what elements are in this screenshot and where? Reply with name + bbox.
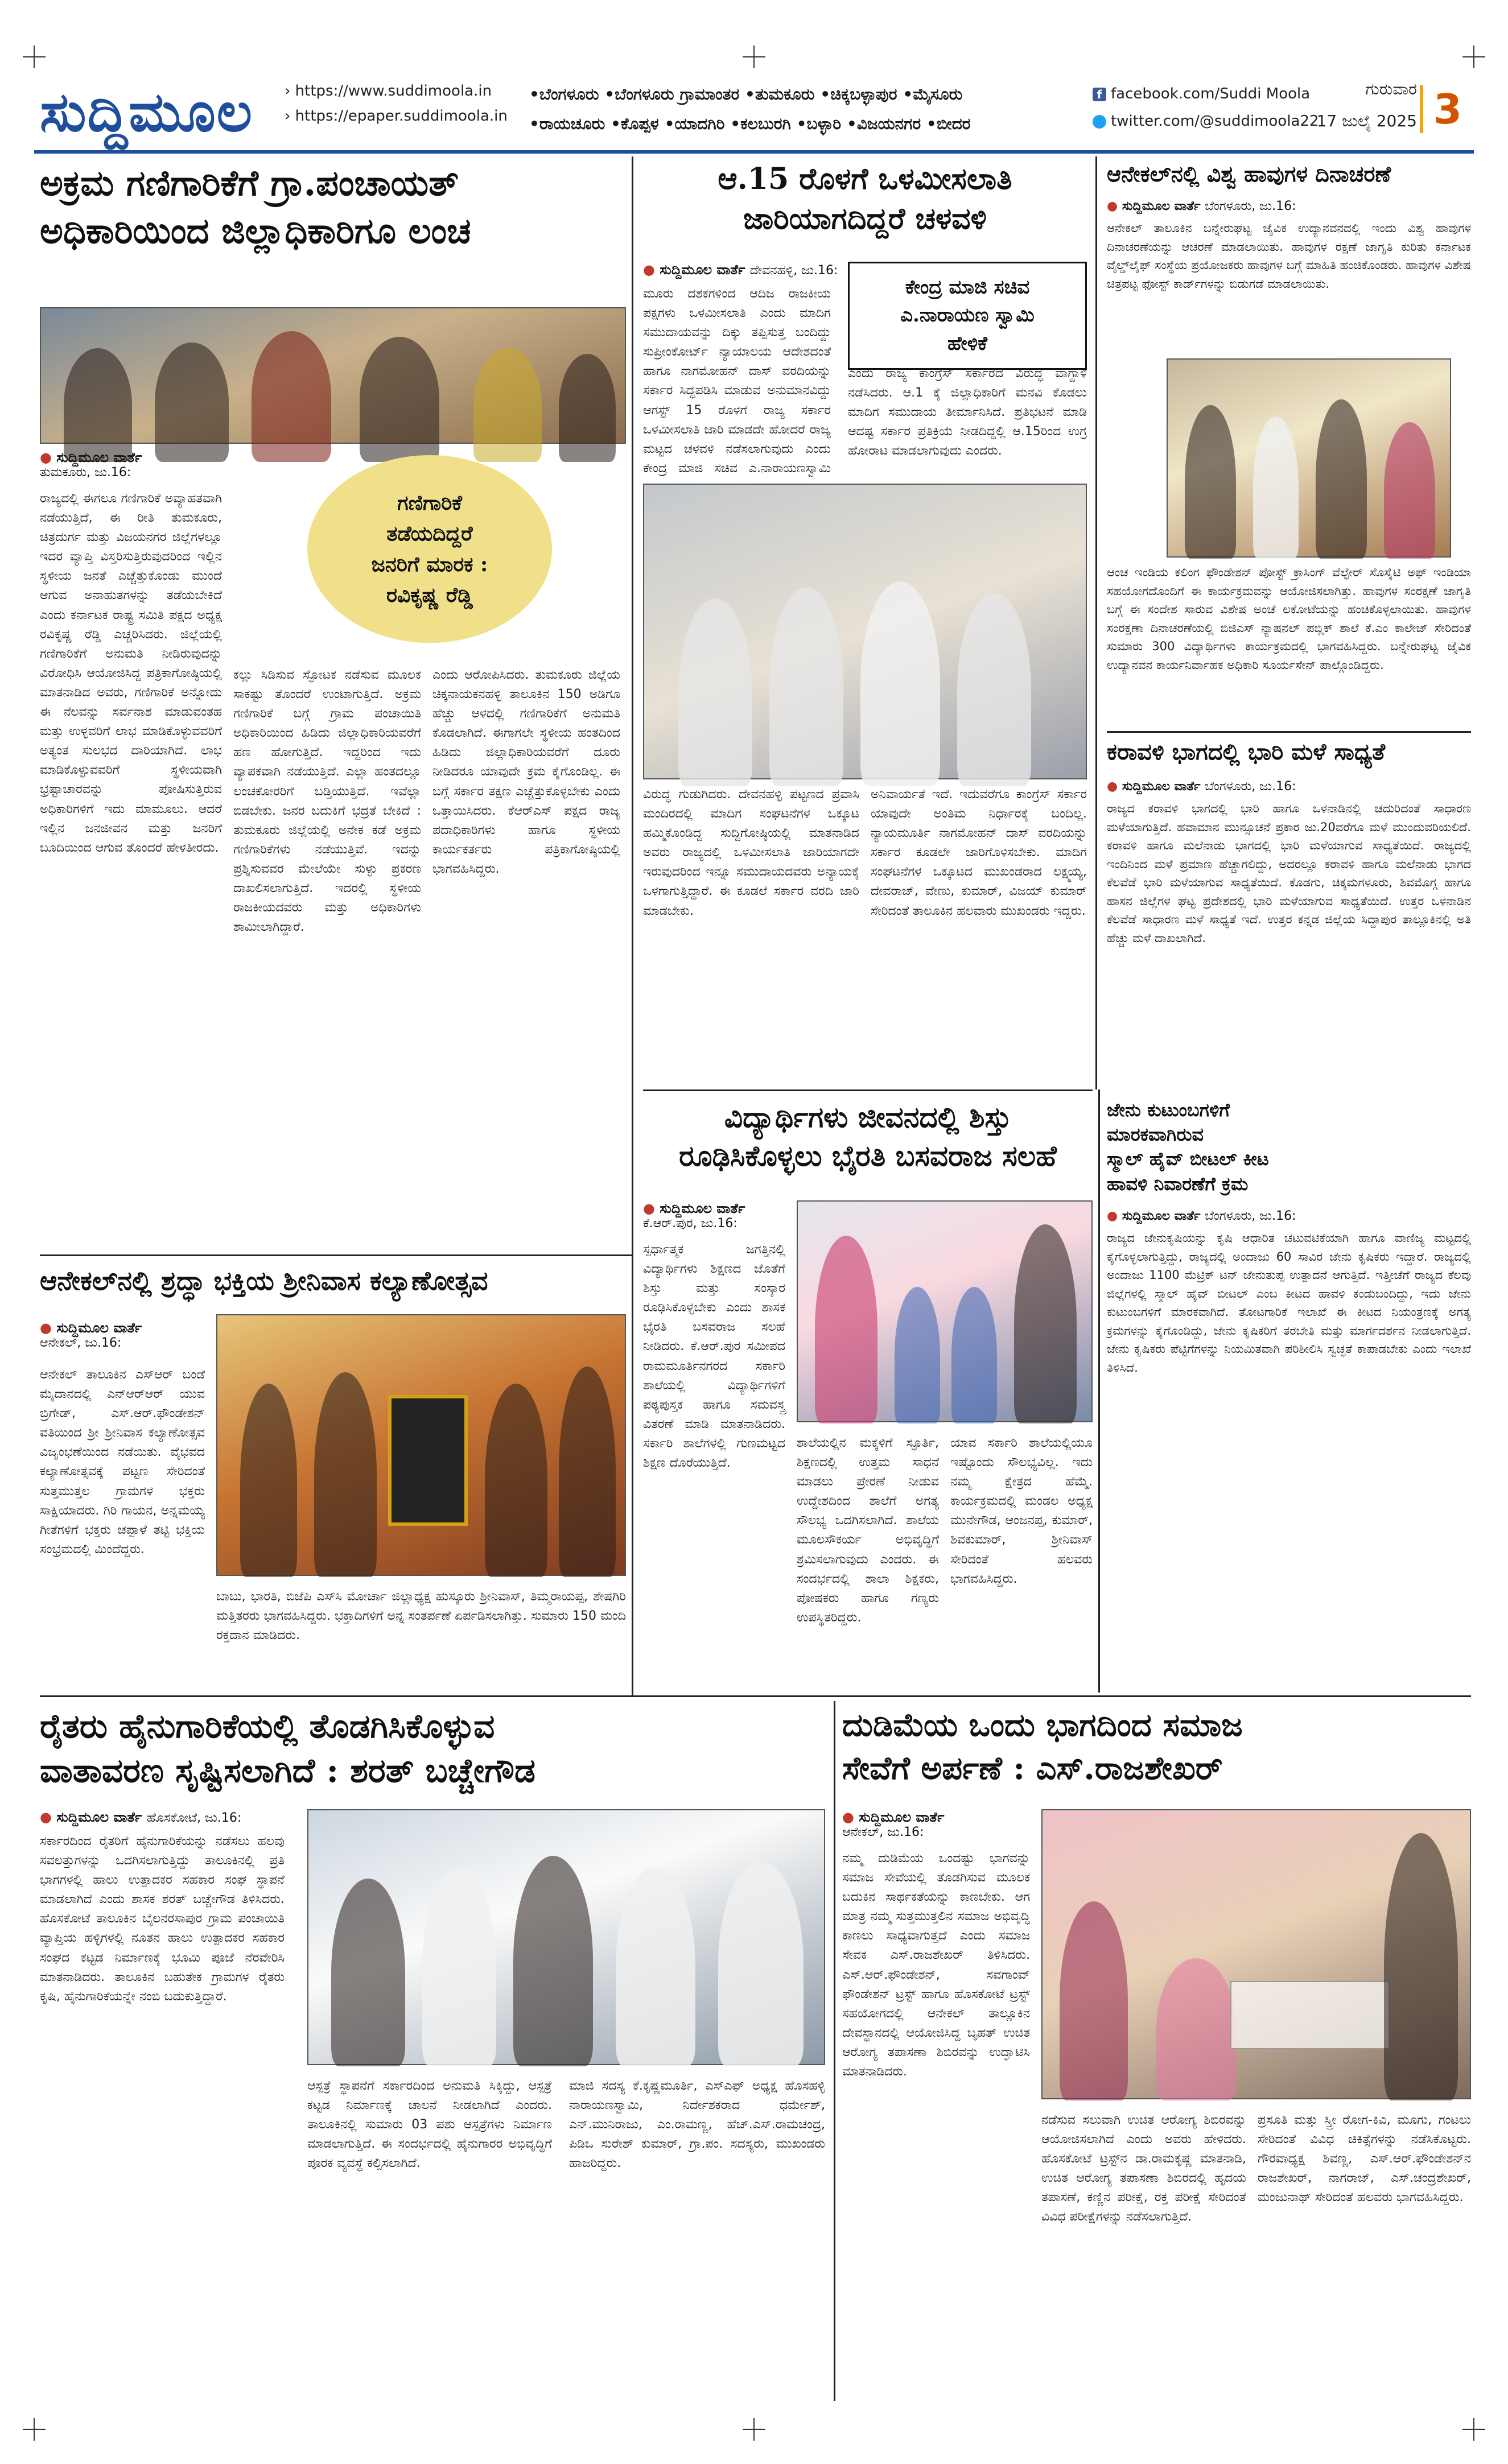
article1-headline: ಅಕ್ರಮ ಗಣಿಗಾರಿಕೆಗೆ ಗ್ರಾ.ಪಂಚಾಯತ್ ಅಧಿಕಾರಿಯಿಂದ ಜಿಲ್ಲಾಧಿಕಾರಿಗೂ ಲಂಚ <box>40 162 471 251</box>
article1-quote-callout: ಗಣಿಗಾರಿಕೆ ತಡೆಯದಿದ್ದರೆ ಜನರಿಗೆ ಮಾರಕ : ರವಿಕೃಷ್ಣ ರೆಡ್ಡಿ <box>307 455 552 643</box>
twitter-link[interactable]: twitter.com/@suddimoola22 <box>1093 113 1332 130</box>
website-url[interactable]: › https://www.suddimoola.in <box>285 82 492 100</box>
article9-photo <box>1041 1809 1471 2099</box>
article1-text-col2: ಕಲ್ಲು ಸಿಡಿಸುವ ಸ್ಫೋಟಕ ನಡೆಸುವ ಮೂಲಕ ಸಾಕಷ್ಟು ತೊಂದರೆ ಉಂಟಾಗುತ್ತಿದೆ. ಅಕ್ರಮ ಗಣಿಗಾರಿಕೆ ಬಗ್ಗೆ ಗ್ರಾಮ ಪಂಚಾಯಿತಿ ಅಧಿಕಾರಿಯಿಂದ ಹಿಡಿದು ಜಿಲ್ಲಾಧಿಕಾರಿಯವರೆಗೆ ಹಣ ಹೋಗುತ್ತಿದೆ. ಇದ್ದರಿಂದ ಇದು ವ್ಯಾಪಕವಾಗಿ ನಡೆಯುತ್ತಿದೆ. ಎಲ್ಲಾ ಹಂತದಲ್ಲೂ ಲಂಚಕೋರರಿಗೆ ಬಡ್ತಿಯುತ್ತಿದೆ. ಇವೆಲ್ಲಾ ಬಿಡಬೇಕು. ಜನರ ಬದುಕಿಗೆ ಭದ್ರತೆ ಬೇಕಿದೆ : ತುಮಕೂರು ಜಿಲ್ಲೆಯಲ್ಲಿ ಅನೇಕ ಕಡೆ ಅಕ್ರಮ ಗಣಿಗಾರಿಕೆಗಳು ನಡೆಯುತ್ತಿವೆ. ಇದನ್ನು ಪ್ರಶ್ನಿಸುವವರ ಮೇಲೆಯೇ ಸುಳ್ಳು ಪ್ರಕರಣ ದಾಖಲಿಸಲಾಗುತ್ತಿದೆ. ಇದರಲ್ಲಿ ಸ್ಥಳೀಯ ರಾಜಕೀಯದವರು ಮತ್ತು ಅಧಿಕಾರಿಗಳು ಶಾಮೀಲಾಗಿದ್ದಾರೆ. <box>233 668 421 935</box>
article9-text-col2: ನಡೆಸುವ ಸಲುವಾಗಿ ಉಚಿತ ಆರೋಗ್ಯ ಶಿಬಿರವನ್ನು ಆಯೋಜಿಸಲಾಗಿದೆ ಎಂದು ಅವರು ಹೇಳಿದರು. ಹೊಸಕೋಟೆ ಟ್ರಸ್ಟ್‌ನ ಡಾ.ರಾಮಕೃಷ್ಣ ಮಾತನಾಡಿ, ಉಚಿತ ಆರೋಗ್ಯ ತಪಾಸಣಾ ಶಿಬಿರದಲ್ಲಿ ಹೃದಯ ತಪಾಸಣೆ, ಕಣ್ಣಿನ ಪರೀಕ್ಷೆ, ರಕ್ತ ಪರೀಕ್ಷೆ ಸೇರಿದಂತೆ ವಿವಿಧ ಪರೀಕ್ಷೆಗಳನ್ನು ನಡೆಸಲಾಗುತ್ತಿದೆ. <box>1041 2113 1246 2224</box>
crop-mark <box>23 46 46 68</box>
column-divider <box>632 1092 633 1695</box>
article1-byline: ● ಸುದ್ದಿಮೂಲ ವಾರ್ತೆ ತುಮಕೂರು, ಜು.16: <box>40 449 142 480</box>
crop-mark <box>1462 2418 1485 2441</box>
column-divider <box>834 1701 835 2401</box>
article3-text-col1: ಆನೇಕಲ್ ತಾಲೂಕಿನ ಬನ್ನೇರುಘಟ್ಟ ಜೈವಿಕ ಉದ್ಯಾನವನದಲ್ಲಿ ಇಂದು ವಿಶ್ವ ಹಾವುಗಳ ದಿನಾಚರಣೆಯನ್ನು ಆಚರಣೆ ಮಾಡಲಾಯಿತು. ಹಾವುಗಳ ರಕ್ಷಣೆ ಜಾಗೃತಿ ಕುರಿತು ಕರ್ನಾಟಕ ವೈಲ್ಡ್‌ಲೈಫ್ ಸಂಸ್ಥೆಯ ಪ್ರಯೋಜಕರು ಹಾವುಗಳ ಬಗ್ಗೆ ಮಾಹಿತಿ ಹಂಚಿಕೊಂಡರು. ಹಾವುಗಳ ವಿಶೇಷ ಚಿತ್ರಪಟ್ಟ ಫೋಸ್ಟ್ ಕಾರ್ಡ್‌ಗಳನ್ನು ಬಿಡುಗಡೆ ಮಾಡಲಾಯಿತು. <box>1107 221 1471 291</box>
article1-photo <box>40 307 626 444</box>
column-divider <box>1095 156 1097 1089</box>
article8-photo <box>307 1809 825 2065</box>
article5-byline: ● ಸುದ್ದಿಮೂಲ ವಾರ್ತೆ ಆನೇಕಲ್, ಜು.16: <box>40 1320 142 1350</box>
article3-photo <box>1167 358 1451 558</box>
newspaper-logo: ಸುದ್ದಿಮೂಲ <box>40 80 254 144</box>
article9-text-col3: ಪ್ರಸೂತಿ ಮತ್ತು ಸ್ತ್ರೀ ರೋಗ-ಕಿವಿ, ಮೂಗು, ಗಂಟಲು ಸೇರಿದಂತೆ ವಿವಿಧ ಚಿಕಿತ್ಸೆಗಳನ್ನು ನಡೆಸಿಕೊಟ್ಟರು. ಗೌರವಾಧ್ಯಕ್ಷ ಶಿವಣ್ಣ, ಎಸ್.ಆರ್.ಫೌಂಡೇಶನ್‌ನ ರಾಜಶೇಖರ್, ನಾಗರಾಜ್, ಎಸ್.ಚಂದ್ರಶೇಖರ್, ಮಂಜುನಾಥ್ ಸೇರಿದಂತೆ ಹಲವರು ಭಾಗವಹಿಸಿದ್ದರು. <box>1258 2113 1471 2205</box>
article8-text-col2: ಆಸ್ಪತ್ರೆ ಸ್ಥಾಪನೆಗೆ ಸರ್ಕಾರದಿಂದ ಅನುಮತಿ ಸಿಕ್ಕಿದ್ದು, ಆಸ್ಪತ್ರೆ ಕಟ್ಟಡ ನಿರ್ಮಾಣಕ್ಕೆ ಚಾಲನೆ ನೀಡಲಾಗಿದೆ ಎಂದರು. ತಾಲೂಕಿನಲ್ಲಿ ಸುಮಾರು 03 ಪಶು ಆಸ್ಪತ್ರೆಗಳು ನಿರ್ಮಾಣ ಮಾಡಲಾಗುತ್ತಿದೆ. ಈ ಸಂದರ್ಭದಲ್ಲಿ ಹೈನುಗಾರರ ಅಭಿವೃದ್ಧಿಗೆ ಪೂರಕ ವ್ಯವಸ್ಥೆ ಕಲ್ಪಿಸಲಾಗಿದೆ. <box>307 2079 552 2171</box>
issue-date: 17 ಜುಲೈ 2025 <box>1316 112 1417 130</box>
article2-text-col1: ಮೂರು ದಶಕಗಳಿಂದ ಆದಿಜ ರಾಜಕೀಯ ಪಕ್ಷಗಳು ಒಳಮೀಸಲಾತಿ ಎಂದು ಮಾದಿಗ ಸಮುದಾಯವನ್ನು ದಿಕ್ಕು ತಪ್ಪಿಸುತ್ತ ಬಂದಿದ್ದು ಸುಪ್ರೀಂಕೋರ್ಟ್ ನ್ಯಾಯಾಲಯ ಆದೇಶದಂತೆ ಹಾಗೂ ನಾಗಮೋಹನ್ ದಾಸ್ ವರದಿಯನ್ನು ಸರ್ಕಾರ ಸಿದ್ಧಪಡಿಸಿ ಮಾಡುವ ಅನುಮಾನವಿದ್ದು ಆಗಸ್ಟ್ 15 ರೊಳಗೆ ರಾಜ್ಯ ಸರ್ಕಾರ ಒಳಮೀಸಲಾತಿ ಜಾರಿ ಮಾಡದೇ ಹೋದರೆ ರಾಜ್ಯ ಮಟ್ಟದ ಚಳವಳಿ ನಡೆಸಲಾಗುವುದು ಎಂದು ಕೇಂದ್ರ ಮಾಜಿ ಸಚಿವ ಎ.ನಾರಾಯಣಸ್ವಾಮಿ <box>643 287 831 476</box>
article8-text-col3: ಮಾಜಿ ಸದಸ್ಯ ಕೆ.ಕೃಷ್ಣಮೂರ್ತಿ, ಎಸ್‌ಎಫ್ ಅಧ್ಯಕ್ಷ ಹೊಸಹಳ್ಳಿ ನಾರಾಯಣಸ್ವಾಮಿ, ನಿರ್ದೇಶಕರಾದ ಧರ್ಮೇಶ್, ಎನ್.ಮುನಿರಾಜು, ಎಂ.ರಾಮಣ್ಣ, ಹೆಚ್.ಎಸ್.ರಾಮಚಂದ್ರ, ಪಿಡಿಒ ಸುರೇಶ್ ಕುಮಾರ್, ಗ್ರಾ.ಪಂ. ಸದಸ್ಯರು, ಮುಖಂಡರು ಹಾಜರಿದ್ದರು. <box>569 2079 825 2171</box>
article3-text-col2: ಆಂಚ ಇಂಡಿಯ ಕಲಿಂಗ ಫೌಂಡೇಶನ್ ಪೋಸ್ಟ್ ಕ್ರಾಸಿಂಗ್ ವೆಲ್ಫೇರ್ ಸೊಸೈಟಿ ಅಫ್ ಇಂಡಿಯಾ ಸಹಯೋಗದೊಂದಿಗೆ ಈ ಕಾರ್ಯಕ್ರಮವನ್ನು ಆಯೋಜಿಸಲಾಗಿತ್ತು. ಹಾವುಗಳ ಸಂರಕ್ಷಣೆ ಜಾಗೃತಿ ಬಗ್ಗೆ ಈ ಸಂದೇಶ ಸಾರುವ ವಿಶೇಷ ಅಂಚೆ ಲಕೋಟೆಯನ್ನು ಹಂಚಿಕೊಳ್ಳಲಾಯಿತು. ಹಾವುಗಳ ಸಂರಕ್ಷಣಾ ದಿನಾಚರಣೆಯಲ್ಲಿ ಬಿಜಿಎಸ್ ನ್ಯಾಷನಲ್ ಪಬ್ಲಿಕ್ ಶಾಲೆ ಕೆ.ಎಂ ಕಾಲೇಜ್ ಸೇರಿದಂತೆ ಸುಮಾರು 300 ವಿದ್ಯಾರ್ಥಿಗಳು ಕಾರ್ಯಕ್ರಮದಲ್ಲಿ ಭಾಗವಹಿಸಿದ್ದರು. ಬನ್ನೇರುಘಟ್ಟ ಜೈವಿಕ ಉದ್ಯಾನವನ ಕಾರ್ಯನಿರ್ವಾಹಕ ಅಧಿಕಾರಿ ಸೂರ್ಯಸೇನ್ ಪಾಲ್ಗೊಂಡಿದ್ದರು. <box>1107 566 1471 672</box>
article5-photo <box>216 1314 626 1576</box>
article5-text-continued: ಬಾಬು, ಭಾರತಿ, ಬಿಜೆಪಿ ಎಸ್‌ಸಿ ಮೋರ್ಚಾ ಜಿಲ್ಲಾಧ್ಯಕ್ಷ ಹುಸ್ಕೂರು ಶ್ರೀನಿವಾಸ್, ತಿಮ್ಮರಾಯಪ್ಪ, ಶೇಷಗಿರಿ ಮತ್ತಿತರರು ಭಾಗವಹಿಸಿದ್ದರು. ಭಕ್ತಾದಿಗಳಿಗೆ ಅನ್ನ ಸಂತರ್ಪಣೆ ಏರ್ಪಡಿಸಲಾಗಿತ್ತು. ಸುಮಾರು 150 ಮಂದಿ ರಕ್ತದಾನ ಮಾಡಿದರು. <box>216 1590 626 1643</box>
article6-byline: ● ಸುದ್ದಿಮೂಲ ವಾರ್ತೆ ಕೆ.ಆರ್.ಪುರ, ಜು.16: <box>643 1200 745 1231</box>
city-list-line1: •ಬೆಂಗಳೂರು •ಬೆಂಗಳೂರು ಗ್ರಾಮಾಂತರ •ತುಮಕೂರು •ಚಿಕ್ಕಬಳ್ಳಾಪುರ •ಮೈಸೂರು <box>529 85 963 104</box>
section-divider <box>40 1254 632 1256</box>
column-divider <box>1098 1089 1100 1693</box>
article5-headline: ಆನೇಕಲ್‌ನಲ್ಲಿ ಶ್ರದ್ಧಾ ಭಕ್ತಿಯ ಶ್ರೀನಿವಾಸ ಕಲ್ಯಾಣೋತ್ಸವ <box>40 1265 488 1296</box>
crop-mark <box>1462 46 1485 68</box>
article2-text-col4: ಅನಿವಾರ್ಯತೆ ಇದೆ. ಇದುವರೆಗೂ ಕಾಂಗ್ರೆಸ್ ಸರ್ಕಾರ ಯಾವುದೇ ಅಂತಿಮ ನಿರ್ಧಾರಕ್ಕೆ ಬಂದಿಲ್ಲ. ನ್ಯಾಯಮೂರ್ತಿ ನಾಗಮೋಹನ್ ದಾಸ್ ವರದಿಯನ್ನು ಸರ್ಕಾರ ಕೂಡಲೇ ಜಾರಿಗೊಳಿಸಬೇಕು. ಮಾದಿಗ ಸಂಘಟನೆಗಳ ಒಕ್ಕೂಟದ ಮುಖಂಡರಾದ ಲಕ್ಷ್ಮಯ್ಯ, ದೇವರಾಜ್, ವೇಣು, ಕುಮಾರ್, ವಿಜಯ್ ಕುಮಾರ್ ಸೇರಿದಂತೆ ತಾಲೂಕಿನ ಹಲವಾರು ಮುಖಂಡರು ಇದ್ದರು. <box>871 787 1087 918</box>
page-number: 3 <box>1420 85 1462 133</box>
article2-quote-box: ಕೇಂದ್ರ ಮಾಜಿ ಸಚಿವ ಎ.ನಾರಾಯಣ ಸ್ವಾಮಿ ಹೇಳಿಕೆ <box>848 262 1087 370</box>
article9-headline: ದುಡಿಮೆಯ ಒಂದು ಭಾಗದಿಂದ ಸಮಾಜ ಸೇವೆಗೆ ಅರ್ಪಣೆ : ಎಸ್.ರಾಜಶೇಖರ್ <box>842 1706 1243 1787</box>
weekday: ಗುರುವಾರ <box>1365 80 1417 98</box>
article3-byline: ● ಸುದ್ದಿಮೂಲ ವಾರ್ತೆ ಬೆಂಗಳೂರು, ಜು.16: <box>1107 199 1296 213</box>
crop-mark <box>743 46 765 68</box>
article2-headline: ಆ.15 ರೊಳಗೆ ಒಳಮೀಸಲಾತಿ ಜಾರಿಯಾಗದಿದ್ದರೆ ಚಳವಳಿ <box>718 162 1012 237</box>
article6-text-col3: ಯಾವ ಸರ್ಕಾರಿ ಶಾಲೆಯಲ್ಲಿಯೂ ಇಷ್ಟೊಂದು ಸೌಲಭ್ಯವಿಲ್ಲ. ಇದು ನಮ್ಮ ಕ್ಷೇತ್ರದ ಹೆಮ್ಮೆ. ಕಾರ್ಯಕ್ರಮದಲ್ಲಿ ಮಂಡಲ ಅಧ್ಯಕ್ಷ ಮುನೇಗೌಡ, ಆಂಜನಪ್ಪ, ಕುಮಾರ್, ಶಿವಕುಮಾರ್, ಶ್ರೀನಿವಾಸ್ ಸೇರಿದಂತೆ ಹಲವರು ಭಾಗವಹಿಸಿದ್ದರು. <box>950 1436 1093 1586</box>
twitter-icon <box>1093 115 1106 129</box>
date-block <box>1309 80 1417 131</box>
crop-mark <box>743 2418 765 2441</box>
article8-text-col1: ಸರ್ಕಾರದಿಂದ ರೈತರಿಗೆ ಹೈನುಗಾರಿಕೆಯನ್ನು ನಡೆಸಲು ಹಲವು ಸವಲತ್ತುಗಳನ್ನು ಒದಗಿಸಲಾಗುತ್ತಿದ್ದು ತಾಲೂಕಿನಲ್ಲಿ ಪ್ರತಿ ಭಾಗಗಳಲ್ಲಿ ಹಾಲು ಉತ್ಪಾದಕರ ಸಹಕಾರ ಸಂಘ ಸ್ಥಾಪನೆ ಮಾಡಲಾಗಿದೆ ಎಂದು ಶಾಸಕ ಶರತ್ ಬಚ್ಚೇಗೌಡ ತಿಳಿಸಿದರು. ಹೊಸಕೋಟೆ ತಾಲೂಕಿನ ಬೈಲನರಸಾಪುರ ಗ್ರಾಮ ಪಂಚಾಯಿತಿ ವ್ಯಾಪ್ತಿಯ ಹಳ್ಳಿಗಳಲ್ಲಿ ನೂತನ ಹಾಲು ಉತ್ಪಾದಕರ ಸಹಕಾರ ಸಂಘದ ಕಟ್ಟಡ ನಿರ್ಮಾಣಕ್ಕೆ ಭೂಮಿ ಪೂಜೆ ನೆರವೇರಿಸಿ ಮಾತನಾಡಿದರು. ತಾಲೂಕಿನ ಬಹುತೇಕ ಗ್ರಾಮಗಳ ರೈತರು ಕೃಷಿ, ಹೈನುಗಾರಿಕೆಯನ್ನೇ ನಂಬಿ ಬದುಕುತ್ತಿದ್ದಾರೆ. <box>40 1834 285 2004</box>
section-divider <box>1107 731 1471 733</box>
article4-text: ರಾಜ್ಯದ ಕರಾವಳಿ ಭಾಗದಲ್ಲಿ ಭಾರಿ ಹಾಗೂ ಒಳನಾಡಿನಲ್ಲಿ ಚದುರಿದಂತೆ ಸಾಧಾರಣ ಮಳೆಯಾಗುತ್ತಿದೆ. ಹವಾಮಾನ ಮುನ್ಸೂಚನೆ ಪ್ರಕಾರ ಜು.20ವರೆಗೂ ಮಳೆ ಮುಂದುವರಿಯಲಿದೆ. ಕರಾವಳಿ ಹಾಗೂ ಮಲೆನಾಡು ಭಾಗದಲ್ಲಿ ಭಾರಿ ಮಳೆಯಾಗುವ ಸಾಧ್ಯತೆಯಿದೆ. ರಾಜ್ಯದಲ್ಲಿ ಇಂದಿನಿಂದ ಮಳೆ ಪ್ರಮಾಣ ಹೆಚ್ಚಾಗಲಿದ್ದು, ಅದರಲ್ಲೂ ಕರಾವಳಿ ಹಾಗೂ ಮಲೆನಾಡು ಭಾಗದ ಕೆಲವೆಡೆ ಭಾರಿ ಮಳೆಯಾಗುವ ಸಾಧ್ಯತೆಯಿದೆ. ಕೊಡಗು, ಚಿಕ್ಕಮಗಳೂರು, ಶಿವಮೊಗ್ಗ ಹಾಗೂ ಹಾಸನ ಜಿಲ್ಲೆಗಳ ಘಟ್ಟ ಪ್ರದೇಶದಲ್ಲಿ ಭಾರಿ ಮಳೆಯಾಗುವ ಸಾಧ್ಯತೆಯಿದೆ. ಉತ್ತರ ಒಳನಾಡಿನ ಕೆಲವೆಡೆ ಸಾಧಾರಣ ಮಳೆ ಸಾಧ್ಯತೆ ಇದೆ. ಉತ್ತರ ಕನ್ನಡ ಜಿಲ್ಲೆಯ ಸಿದ್ದಾಪುರ ತಾಲ್ಲೂಕಿನಲ್ಲಿ ಅತಿ ಹೆಚ್ಚು ಮಳೆ ದಾಖಲಾಗಿದೆ. <box>1107 802 1471 945</box>
city-list-line2: •ರಾಯಚೂರು •ಕೊಪ್ಪಳ •ಯಾದಗಿರಿ •ಕಲಬುರಗಿ •ಬಳ್ಳಾರಿ •ವಿಜಯನಗರ •ಬೀದರ <box>529 114 971 133</box>
article9-text-col1: ನಮ್ಮ ದುಡಿಮೆಯ ಒಂದಷ್ಟು ಭಾಗವನ್ನು ಸಮಾಜ ಸೇವೆಯಲ್ಲಿ ತೊಡಗಿಸುವ ಮೂಲಕ ಬದುಕಿನ ಸಾರ್ಥಕತೆಯನ್ನು ಕಾಣಬೇಕು. ಆಗ ಮಾತ್ರ ನಮ್ಮ ಸುತ್ತಮುತ್ತಲಿನ ಸಮಾಜ ಅಭಿವೃದ್ಧಿ ಕಾಣಲು ಸಾಧ್ಯವಾಗುತ್ತದೆ ಎಂದು ಸಮಾಜ ಸೇವಕ ಎಸ್.ರಾಜಶೇಖರ್ ತಿಳಿಸಿದರು. ಎಸ್.ಆರ್.ಫೌಂಡೇಶನ್, ಸವಗಾಂವ್ ಫೌಂಡೇಶನ್ ಟ್ರಸ್ಟ್ ಹಾಗೂ ಹೊಸಕೋಟೆ ಟ್ರಸ್ಟ್ ಸಹಯೋಗದಲ್ಲಿ ಆನೇಕಲ್ ತಾಲ್ಲೂಕಿನ ದೇವಸ್ಥಾನದಲ್ಲಿ ಆಯೋಜಿಸಿದ್ದ ಬೃಹತ್ ಉಚಿತ ಆರೋಗ್ಯ ತಪಾಸಣಾ ಶಿಬಿರವನ್ನು ಉದ್ಘಾಟಿಸಿ ಮಾತನಾಡಿದರು. <box>842 1851 1030 2079</box>
article7-byline: ● ಸುದ್ದಿಮೂಲ ವಾರ್ತೆ ಬೆಂಗಳೂರು, ಜು.16: <box>1107 1209 1296 1223</box>
column-divider <box>632 156 633 1254</box>
article1-text-col1: ರಾಜ್ಯದಲ್ಲಿ ಈಗಲೂ ಗಣಿಗಾರಿಕೆ ಅವ್ಯಾಹತವಾಗಿ ನಡೆಯುತ್ತಿದೆ, ಈ ರೀತಿ ತುಮಕೂರು, ಚಿತ್ರದುರ್ಗ ಮತ್ತು ವಿಜಯನಗರ ಜಿಲ್ಲೆಗಳಲ್ಲೂ ಇದರ ವ್ಯಾಪ್ತಿ ವಿಸ್ತರಿಸುತ್ತಿರುವುದರಿಂದ ಇಲ್ಲಿನ ಸ್ಥಳೀಯ ಜನತೆ ಎಚ್ಚೆತ್ತುಕೊಂಡು ಮುಂದೆ ಆಗುವ ಅನಾಹುತಗಳನ್ನು ತಡೆಯಬೇಕಿದೆ ಎಂದು ಕರ್ನಾಟಕ ರಾಷ್ಟ್ರ ಸಮಿತಿ ಪಕ್ಷದ ಅಧ್ಯಕ್ಷ ರವಿಕೃಷ್ಣ ರೆಡ್ಡಿ ಎಚ್ಚರಿಸಿದರು. ಜಿಲ್ಲೆಯಲ್ಲಿ ಗಣಿಗಾರಿಕೆಗೆ ಅನುಮತಿ ನೀಡಿರುವುದನ್ನು ವಿರೋಧಿಸಿ ಆಯೋಜಿಸಿದ್ದ ಪತ್ರಿಕಾಗೋಷ್ಠಿಯಲ್ಲಿ ಮಾತನಾಡಿದ ಅವರು, ಗಣಿಗಾರಿಕೆ ಅನ್ನೋದು ಈ ನೆಲವನ್ನು ಸರ್ವನಾಶ ಮಾಡುವಂತಹ ಮತ್ತು ಉಳ್ಳವರಿಗೆ ಲಾಭ ಮಾಡಿಕೊಳ್ಳುವವರಿಗೆ ಅತ್ಯಂತ ಸುಲಭದ ದಾರಿಯಾಗಿದೆ. ಲಾಭ ಮಾಡಿಕೊಳ್ಳುವವರಿಗೆ ಸ್ಥಳೀಯವಾಗಿ ಭ್ರಷ್ಟಾಚಾರವನ್ನು ಪೋಷಿಸುತ್ತಿರುವ ಅಧಿಕಾರಿಗಳಿಗೆ ಇದು ಮಾಮೂಲು. ಆದರೆ ಇಲ್ಲಿನ ಜನಜೀವನ ಮತ್ತು ಜನರಿಗೆ ಬೂದಿಯಿಂದ ಆಗುವ ತೊಂದರೆ ಹೇಳತೀರದು. <box>40 492 222 855</box>
facebook-icon: f <box>1093 88 1106 101</box>
article6-text-col1: ಸ್ಪರ್ಧಾತ್ಮಕ ಜಗತ್ತಿನಲ್ಲಿ ವಿದ್ಯಾರ್ಥಿಗಳು ಶಿಕ್ಷಣದ ಜೊತೆಗೆ ಶಿಸ್ತು ಮತ್ತು ಸಂಸ್ಕಾರ ರೂಢಿಸಿಕೊಳ್ಳಬೇಕು ಎಂದು ಶಾಸಕ ಭೈರತಿ ಬಸವರಾಜ ಸಲಹೆ ನೀಡಿದರು. ಕೆ.ಆರ್.ಪುರ ಸಮೀಪದ ರಾಮಮೂರ್ತಿನಗರದ ಸರ್ಕಾರಿ ಶಾಲೆಯಲ್ಲಿ ವಿದ್ಯಾರ್ಥಿಗಳಿಗೆ ಪಠ್ಯಪುಸ್ತಕ ಹಾಗೂ ಸಮವಸ್ತ್ರ ವಿತರಣೆ ಮಾಡಿ ಮಾತನಾಡಿದರು. ಸರ್ಕಾರಿ ಶಾಲೆಗಳಲ್ಲಿ ಗುಣಮಟ್ಟದ ಶಿಕ್ಷಣ ದೊರೆಯುತ್ತಿದೆ. <box>643 1243 785 1471</box>
website-links <box>285 82 524 125</box>
section-divider <box>643 1089 1093 1091</box>
article9-byline: ● ಸುದ್ದಿಮೂಲ ವಾರ್ತೆ ಆನೇಕಲ್, ಜು.16: <box>842 1809 945 1839</box>
article6-headline: ವಿದ್ಯಾರ್ಥಿಗಳು ಜೀವನದಲ್ಲಿ ಶಿಸ್ತು ರೂಢಿಸಿಕೊಳ್ಳಲು ಭೈರತಿ ಬಸವರಾಜ ಸಲಹೆ <box>679 1100 1057 1173</box>
epaper-url[interactable]: › https://epaper.suddimoola.in <box>285 108 508 125</box>
article2-byline: ● ಸುದ್ದಿಮೂಲ ವಾರ್ತೆ ದೇವನಹಳ್ಳಿ, ಜು.16: <box>643 262 838 278</box>
article4-byline: ● ಸುದ್ದಿಮೂಲ ವಾರ್ತೆ ಬೆಂಗಳೂರು, ಜು.16: <box>1107 779 1296 794</box>
article2-text-col3: ವಿರುದ್ಧ ಗುಡುಗಿದರು. ದೇವನಹಳ್ಳಿ ಪಟ್ಟಣದ ಪ್ರವಾಸಿ ಮಂದಿರದಲ್ಲಿ ಮಾದಿಗ ಸಂಘಟನೆಗಳ ಒಕ್ಕೂಟ ಹಮ್ಮಿಕೊಂಡಿದ್ದ ಸುದ್ದಿಗೋಷ್ಠಿಯಲ್ಲಿ ಮಾತನಾಡಿದ ಅವರು ರಾಜ್ಯದಲ್ಲಿ ಒಳಮೀಸಲಾತಿ ಜಾರಿಯಾಗದೇ ಇರುವುದರಿಂದ ಇನ್ನೂ ಸಮುದಾಯದವರು ಅನ್ಯಾಯಕ್ಕೆ ಒಳಗಾಗುತ್ತಿದ್ದಾರೆ. ಈ ಕೂಡಲೆ ಸರ್ಕಾರ ವರದಿ ಜಾರಿ ಮಾಡಬೇಕು. <box>643 787 859 918</box>
crop-mark <box>23 2418 46 2441</box>
article8-headline: ರೈತರು ಹೈನುಗಾರಿಕೆಯಲ್ಲಿ ತೊಡಗಿಸಿಕೊಳ್ಳುವ ವಾತಾವರಣ ಸೃಷ್ಟಿಸಲಾಗಿದೆ : ಶರತ್ ಬಚ್ಚೇಗೌಡ <box>40 1707 535 1790</box>
article6-text-col2: ಶಾಲೆಯಲ್ಲಿನ ಮಕ್ಕಳಿಗೆ ಸ್ಫೂರ್ತಿ, ಶಿಕ್ಷಣದಲ್ಲಿ ಉತ್ತಮ ಸಾಧನೆ ಮಾಡಲು ಪ್ರೇರಣೆ ನೀಡುವ ಉದ್ದೇಶದಿಂದ ಶಾಲೆಗೆ ಅಗತ್ಯ ಸೌಲಭ್ಯ ಒದಗಿಸಲಾಗಿದೆ. ಶಾಲೆಯ ಮೂಲಸೌಕರ್ಯ ಅಭಿವೃದ್ಧಿಗೆ ಶ್ರಮಿಸಲಾಗುವುದು ಎಂದರು. ಈ ಸಂದರ್ಭದಲ್ಲಿ ಶಾಲಾ ಶಿಕ್ಷಕರು, ಪೋಷಕರು ಹಾಗೂ ಗಣ್ಯರು ಉಪಸ್ಥಿತರಿದ್ದರು. <box>797 1436 939 1625</box>
facebook-link[interactable]: f facebook.com/Suddi Moola <box>1093 85 1332 102</box>
article7-text: ರಾಜ್ಯದ ಜೇನುಕೃಷಿಯನ್ನು ಕೃಷಿ ಆಧಾರಿತ ಚಟುವಟಿಕೆಯಾಗಿ ಹಾಗೂ ವಾಣಿಜ್ಯ ಮಟ್ಟದಲ್ಲಿ ಕೈಗೊಳ್ಳಲಾಗುತ್ತಿದ್ದು, ರಾಜ್ಯದಲ್ಲಿ ಅಂದಾಜು 60 ಸಾವಿರ ಜೇನು ಕೃಷಿಕರು ಇದ್ದಾರೆ. ರಾಜ್ಯದಲ್ಲಿ ಅಂದಾಜು 1100 ಮೆಟ್ರಿಕ್ ಟನ್ ಜೇನುತುಪ್ಪ ಉತ್ಪಾದನೆ ಆಗುತ್ತಿದೆ. ಇತ್ತೀಚೆಗೆ ರಾಜ್ಯದ ಕೆಲವು ಜಿಲ್ಲೆಗಳಲ್ಲಿ ಸ್ಮಾಲ್ ಹೈವ್ ಬೀಟಲ್ ಎಂಬ ಕೀಟದ ಹಾವಳಿ ಕಂಡುಬಂದಿದ್ದು, ಇದು ಜೇನು ಕುಟುಂಬಗಳಿಗೆ ಮಾರಕವಾಗಿದೆ. ತೋಟಗಾರಿಕೆ ಇಲಾಖೆ ಈ ಕೀಟದ ನಿಯಂತ್ರಣಕ್ಕೆ ಅಗತ್ಯ ಕ್ರಮಗಳನ್ನು ಕೈಗೊಂಡಿದ್ದು, ಜೇನು ಕೃಷಿಕರಿಗೆ ತರಬೇತಿ ಮತ್ತು ಮಾರ್ಗದರ್ಶನ ನೀಡಲಾಗುತ್ತಿದೆ. ಜೇನು ಕೃಷಿಕರು ಪೆಟ್ಟಿಗೆಗಳನ್ನು ನಿಯಮಿತವಾಗಿ ಪರಿಶೀಲಿಸಿ ಸ್ವಚ್ಛತೆ ಕಾಪಾಡಬೇಕು ಎಂದು ಇಲಾಖೆ ತಿಳಿಸಿದೆ. <box>1107 1231 1471 1375</box>
city-editions <box>529 80 1093 139</box>
article4-headline: ಕರಾವಳಿ ಭಾಗದಲ್ಲಿ ಭಾರಿ ಮಳೆ ಸಾಧ್ಯತೆ <box>1107 738 1386 765</box>
medical-table <box>1230 1981 1390 2049</box>
article1-text-col3: ಎಂದು ಆರೋಪಿಸಿದರು. ತುಮಕೂರು ಜಿಲ್ಲೆಯ ಚಿಕ್ಕನಾಯಕನಹಳ್ಳಿ ತಾಲೂಕಿನ 150 ಅಡಿಗೂ ಹೆಚ್ಚು ಆಳದಲ್ಲಿ ಗಣಿಗಾರಿಕೆಗೆ ಅನುಮತಿ ಕೊಡಲಾಗಿದೆ. ಈಗಾಗಲೇ ಸ್ಥಳೀಯ ಹಂತದಿಂದ ಹಿಡಿದು ಜಿಲ್ಲಾಧಿಕಾರಿಯವರೆಗೆ ದೂರು ನೀಡಿದರೂ ಯಾವುದೇ ಕ್ರಮ ಕೈಗೊಂಡಿಲ್ಲ. ಈ ಬಗ್ಗೆ ಸರ್ಕಾರ ತಕ್ಷಣ ಎಚ್ಚೆತ್ತುಕೊಳ್ಳಬೇಕು ಎಂದು ಒತ್ತಾಯಿಸಿದರು. ಕೆಆರ್‌ಎಸ್ ಪಕ್ಷದ ರಾಜ್ಯ ಪದಾಧಿಕಾರಿಗಳು ಹಾಗೂ ಸ್ಥಳೀಯ ಕಾರ್ಯಕರ್ತರು ಪತ್ರಿಕಾಗೋಷ್ಠಿಯಲ್ಲಿ ಭಾಗವಹಿಸಿದ್ದರು. <box>432 668 620 876</box>
social-links <box>1093 85 1332 130</box>
deity-portrait <box>388 1395 468 1526</box>
article8-byline: ● ಸುದ್ದಿಮೂಲ ವಾರ್ತೆ ಹೊಸಕೋಟೆ, ಜು.16: <box>40 1809 242 1825</box>
article2-photo <box>643 484 1087 779</box>
article7-headline: ಜೇನು ಕುಟುಂಬಗಳಿಗೆ ಮಾರಕವಾಗಿರುವ ಸ್ಮಾಲ್ ಹೈವ್ ಬೀಟಲ್ ಕೀಟ ಹಾವಳಿ ನಿವಾರಣೆಗೆ ಕ್ರಮ <box>1107 1099 1269 1195</box>
section-divider <box>40 1695 1471 1697</box>
article2-text-col2: ಎಂದು ರಾಜ್ಯ ಕಾಂಗ್ರೆಸ್ ಸರ್ಕಾರದ ವಿರುದ್ಧ ವಾಗ್ದಾಳಿ ನಡೆಸಿದರು. ಆ.1 ಕ್ಕೆ ಜಿಲ್ಲಾಧಿಕಾರಿಗೆ ಮನವಿ ಕೊಡಲು ಮಾದಿಗ ಸಮುದಾಯ ತೀರ್ಮಾನಿಸಿದೆ. ಪ್ರತಿಭಟನೆ ಮಾಡಿ ಆದಷ್ಟ ಸರ್ಕಾರ ಪ್ರತಿಕ್ರಿಯೆ ನೀಡದಿದ್ದಲ್ಲಿ ಆ.15ರಿಂದ ಉಗ್ರ ಹೋರಾಟ ಮಾಡಲಾಗುವುದು ಎಂದರು. <box>848 366 1087 459</box>
article3-headline: ಆನೇಕಲ್‌ನಲ್ಲಿ ವಿಶ್ವ ಹಾವುಗಳ ದಿನಾಚರಣೆ <box>1107 161 1391 187</box>
article6-photo <box>797 1200 1093 1422</box>
article5-text: ಆನೇಕಲ್ ತಾಲೂಕಿನ ಎಸ್ಆರ್ ಬಂಡೆ ಮೈದಾನದಲ್ಲಿ ಎನ್‌ಆರ್‌ಆರ್ ಯುವ ಬ್ರಿಗೇಡ್, ಎಸ್.ಆರ್.ಫೌಂಡೇಶನ್ ವತಿಯಿಂದ ಶ್ರೀ ಶ್ರೀನಿವಾಸ ಕಲ್ಯಾಣೋತ್ಸವ ವಿಜೃಂಭಣೆಯಿಂದ ನಡೆಯಿತು. ವೈಭವದ ಕಲ್ಯಾಣೋತ್ಸವಕ್ಕೆ ಪಟ್ಟಣ ಸೇರಿದಂತೆ ಸುತ್ತಮುತ್ತಲ ಗ್ರಾಮಗಳ ಭಕ್ತರು ಸಾಕ್ಷಿಯಾದರು. ಗಿರಿ ಗಾಯನ, ಅನ್ನಮಯ್ಯ ಗೀತೆಗಳಿಗೆ ಭಕ್ತರು ಚಪ್ಪಾಳೆ ತಟ್ಟಿ ಭಕ್ತಿಯ ಸಂಭ್ರಮದಲ್ಲಿ ಮಿಂದೆದ್ದರು. <box>40 1368 205 1557</box>
